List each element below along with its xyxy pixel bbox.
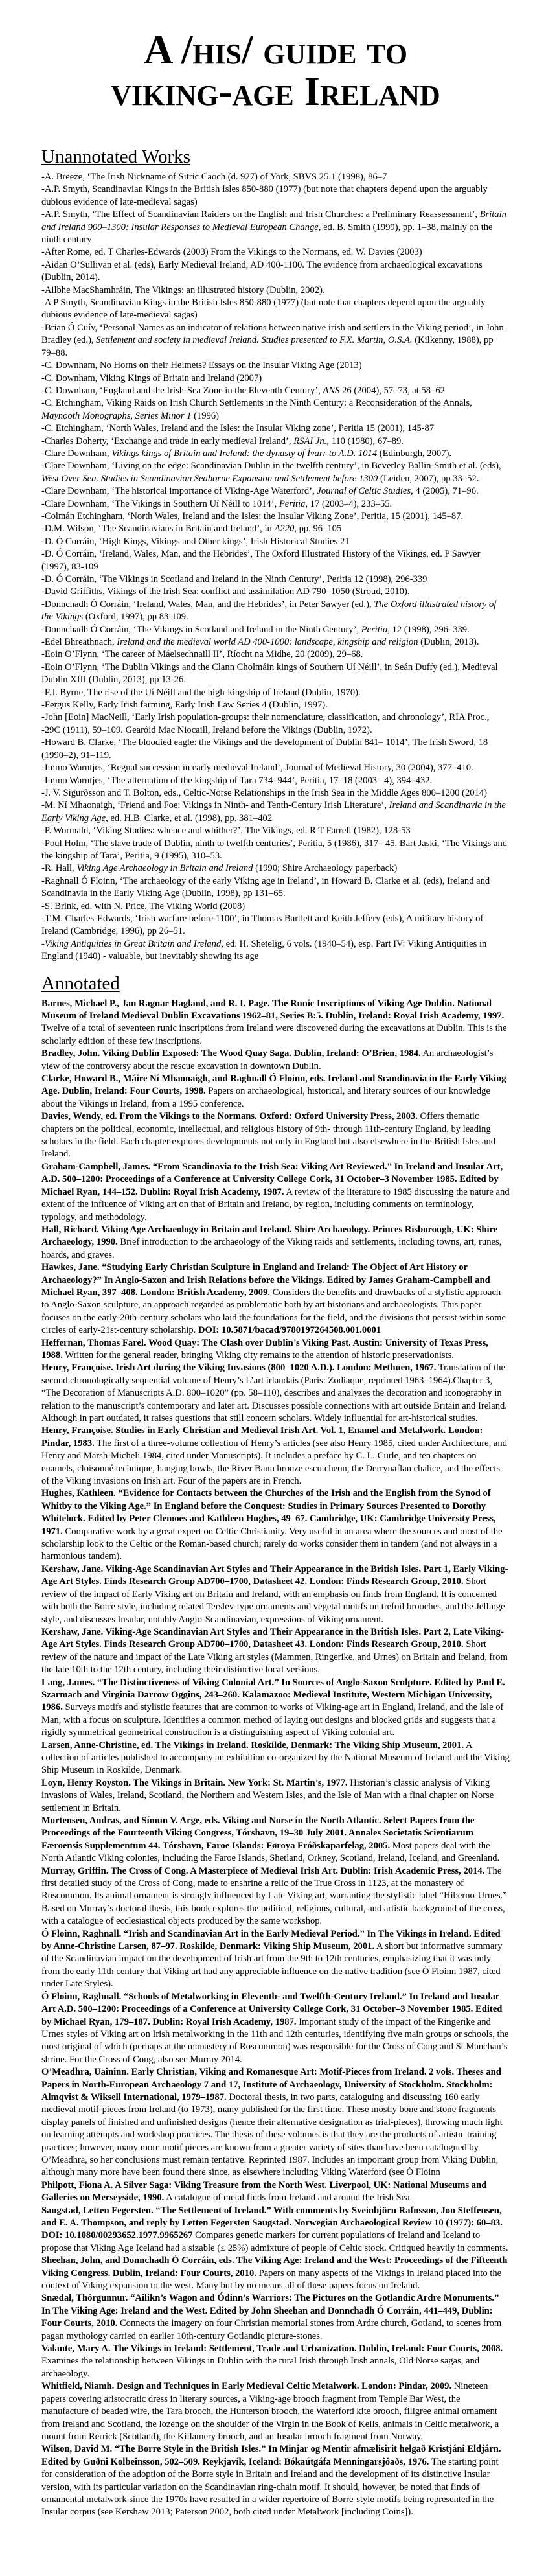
entry-text-segment: -D. Ó Corráin, ‘Ireland, Wales, Man, and the Hebrides’, The Oxford Illustrated History of the Vikings, ed. P Sawyer (1997), 83-109 — [41, 549, 481, 572]
entry-bold-segment: Ó Floinn, Raghnall. “Irish and Scandinavian Art in the Early Medieval Period.” In The Vikings in Ireland. Edited by Anne-Christine Larsen, 87–97. Roskilde, Denmark: Viking Ship Museum, 2001. — [41, 1928, 501, 1952]
entry-text-segment: -Eoin O’Flynn, ‘The career of Máelsechnaill II’, Ríocht na Midhe, 20 (2009), 29–68. — [41, 649, 363, 660]
bibliography-entry — [41, 2380, 510, 2443]
bibliography-entry — [41, 624, 510, 636]
bibliography-entry — [41, 209, 510, 246]
entry-text-segment: , 110 (1980), 67–89. — [326, 435, 404, 446]
entry-text-segment: (Edinburgh, 2007). — [377, 448, 452, 459]
entry-bold-segment: Barnes, Michael P., Jan Ragnar Hagland, and R. I. Page. The Runic Inscriptions of Viking Age Dublin. National Museum of Ireland Medieval Dublin Excavations 1962–81, Series B:5. Dublin, Ireland: Royal Irish Academy, 1997. — [41, 998, 505, 1021]
bibliography-entry — [41, 284, 510, 297]
entry-text-segment: -J. V. Sigurðsson and T. Bolton, eds., Celtic-Norse Relationships in the Irish Sea in the Middle Ages 800–1200 (2014) — [41, 787, 488, 798]
entry-text-segment: The first detailed study of the Cross of Cong, made to enshrine a relic of the True Cross in 1123, at the monastery of Roscommon. Its animal ornament is strongly influenced by Late Viking art, warranting the stylistic label “Hiberno-Urnes.” Based on Murray’s doctoral thesis, this book explores the political, religious, cultural, and artistic background of the cross, with a catalogue of ecclesiastical objects produced by the same workshop. — [41, 1865, 507, 1927]
entry-bold-segment: Heffernan, Thomas Farel. Wood Quay: The Clash over Dublin’s Viking Past. Austin: University of Texas Press, 1988. — [41, 1337, 488, 1361]
entry-text-segment: -Aidan O’Sullivan et al. (eds), Early Medieval Ireland, AD 400-1100. The evidence from archaeological excavations (Dublin, 2014). — [41, 259, 483, 283]
bibliography-entry — [41, 1677, 510, 1740]
page-title — [41, 29, 510, 112]
bibliography-entry — [41, 2066, 510, 2179]
entry-text-segment: , ed. H.B. Clarke, et al. (1998), pp. 381–402 — [106, 812, 273, 823]
entry-italic-segment: Journal of Celtic Studies — [317, 486, 411, 497]
entry-text-segment: Considers the benefits and drawbacks of a stylistic approach to Anglo-Saxon sculpture, an approach regarded as problematic both by art historians and archaeologists. This paper focuses on the early-20th-century scholars who laid the foundations for the field, and the divisions that persist within some circles of early-21st-century scholarship. — [41, 1287, 506, 1336]
bibliography-entry — [41, 1777, 510, 1815]
entry-text-segment: Most papers deal with the North Atlantic Viking colonies, including the Faroe Islands, Shetland, Orkney, Scotland, Ireland, Iceland, and Greenland. — [41, 1840, 500, 1864]
bibliography-entry — [41, 259, 510, 284]
bibliography-entry — [41, 599, 510, 624]
entry-text-segment: Short review of the nature and impact of the Late Viking art styles (Mammen, Ringerike, and Urnes) on Britain and Ireland, from the late 10th to the 12th century, including their distinctive local versions. — [41, 1639, 508, 1675]
entry-bold-segment: Kershaw, Jane. Viking-Age Scandinavian Art Styles and Their Appearance in the British Isles. Part 2, Late Viking-Age Art Styles. Finds Research Group AD700–1700, Datasheet 43. London: Finds Research Group, 2010. — [41, 1626, 504, 1650]
entry-text-segment: -C. Downham, ‘England and the Irish-Sea Zone in the Eleventh Century’, — [41, 385, 323, 396]
entry-text-segment: -Poul Holm, ‘The slave trade of Dublin, ninth to twelfth centuries’, Peritia, 5 (1986), 317– 45. Bart Jaski, ‘The Vikings and the kingship of Tara’, Peritia, 9 (1995), 310–53. — [41, 838, 508, 861]
bibliography-entry — [41, 825, 510, 837]
entry-italic-segment: Viking Antiquities in Great Britain and Ireland — [44, 938, 222, 949]
entry-text-segment: (Oxford, 1997), pp 83-109. — [83, 612, 188, 623]
entry-text-segment: -Colmán Etchingham, ‘North Wales, Ireland and the Isles: the Insular Viking Zone’, Peritia, 15 (2001), 145–87. — [41, 511, 464, 522]
bibliography-entry — [41, 485, 510, 498]
entry-text-segment: , ed. H. Shetelig, 6 vols. (1940–54), esp. Part IV: Viking Antiquities in England (1940) - valuable, but inevitably showing its age — [41, 938, 487, 962]
entry-text-segment: Connects the imagery on four Christian memorial stones from Ardre church, Gotland, to scenes from pagan mythology carried on earlier 10th-century Gotlandic picture-stones. — [41, 2318, 502, 2341]
entry-italic-segment: Settlement and society in medieval Ireland. Studies presented to F.X. Martin, O.S.A. — [96, 335, 413, 346]
entry-bold-segment: Kershaw, Jane. Viking-Age Scandinavian Art Styles and Their Appearance in the British Isles. Part 1, Early Viking-Age Art Styles. Finds Research Group AD700–1700, Datasheet 42. London: Finds Research Group, 2010. — [41, 1563, 508, 1587]
page-title-line-1: A /his/ guide to — [143, 27, 408, 73]
page-title-line-2: viking-age Ireland — [111, 69, 440, 114]
entry-text-segment: 26 (2004), 57–73, at 58–62 — [339, 385, 445, 396]
bibliography-entry — [41, 1224, 510, 1261]
annotated-entries — [41, 998, 510, 2519]
entry-text-segment: -Clare Downham, — [41, 448, 112, 459]
bibliography-entry — [41, 699, 510, 711]
entry-text-segment: An archaeologist’s view of the controversy about the rescue excavation in downtown Dublin. — [41, 1048, 494, 1072]
entry-text-segment: -F.J. Byrne, The rise of the Uí Néill and the high-kingship of Ireland (Dublin, 1970). — [41, 687, 361, 698]
entry-text-segment: -A. Breeze, ‘The Irish Nickname of Sitric Caoch (d. 927) of York, SBVS 25.1 (1998), 86–7 — [41, 172, 387, 182]
bibliography-entry — [41, 762, 510, 774]
bibliography-entry — [41, 636, 510, 649]
entry-bold-segment: Saugstad, Letten Fegersten. “The Settlement of Iceland.” With comments by Sveinbjörn Rafnsson, Jon Steffensen, and E. A. Thompson, and reply by Letten Fegersten Saugstad. Norwegian Archaeological Review 10 (1977): 60–83. DOI: 10.1080/00293652.1977.9965267 — [41, 2205, 503, 2241]
bibliography-entry — [41, 2292, 510, 2343]
entry-text-segment: (Kilkenny, 1988), pp 79–88. — [41, 335, 494, 358]
bibliography-entry — [41, 1563, 510, 1626]
bibliography-entry — [41, 246, 510, 259]
bibliography-entry — [41, 2205, 510, 2255]
entry-text-segment: - — [41, 938, 45, 949]
bibliography-entry — [41, 1161, 510, 1224]
entry-bold-segment: Henry, Françoise. Studies in Early Christian and Medieval Irish Art. Vol. 1, Enamel and Metalwork. London: Pindar, 1983. — [41, 1425, 483, 1449]
entry-italic-segment: The Oxford illustrated history of the Vikings — [41, 599, 497, 623]
entry-bold-segment: Whitfield, Niamh. Design and Techniques in Early Medieval Celtic Metalwork. London: Pindar, 2009. — [41, 2381, 452, 2392]
entry-bold-segment: Murray, Griffin. The Cross of Cong. A Masterpiece of Medieval Irish Art. Dublin: Irish Academic Press, 2014. — [41, 1865, 485, 1876]
bibliography-entry — [41, 1488, 510, 1563]
bibliography-entry — [41, 2343, 510, 2380]
bibliography-entry — [41, 1110, 510, 1161]
bibliography-entry — [41, 183, 510, 209]
entry-text-segment: -P. Wormald, ‘Viking Studies: whence and whither?’, The Vikings, ed. R T Farrell (1982), 128-53 — [41, 825, 411, 836]
entry-text-segment: , pp. 96–105 — [294, 523, 342, 535]
entry-text-segment: -Raghnall Ó Floinn, ‘The archaeology of the early Viking age in Ireland’, in Howard B. Clarke et al. (eds), Ireland and Scandinavia in the Early Viking Age (Dublin, 1998), pp 131–65. — [41, 875, 490, 899]
entry-text-segment: -T.M. Charles-Edwards, ‘Irish warfare before 1100’, in Thomas Bartlett and Keith Jeffery (eds), A military history of Ireland (Cambridge, 1996), pp 26–51. — [41, 913, 484, 937]
entry-bold-segment: Ó Floinn, Raghnall. “Schools of Metalworking in Eleventh- and Twelfth-Century Ireland.” In Ireland and Insular Art A.D. 500–1200: Proceedings of a Conference at University College Cork, 31 October–3 November 1985. Edited by Michael Ryan, 179–187. Dublin: Royal Irish Academy, 1987. — [41, 1991, 503, 2027]
entry-text-segment: Papers on archaeological, historical, and literary sources of our knowledge about the Vikings in Ireland, from a 1995 conference. — [41, 1086, 490, 1109]
entry-italic-segment: RSAI Jn. — [293, 435, 327, 446]
entry-text-segment: The first of a three-volume collection of Henry’s articles (see also Henry 1985, cited under Architecture, and Henry and Marsh-Micheli 1984, cited under Manuscripts). It includes a preface by C. L. Curle, and ten chapters on enamels, cloisonné technique, hanging bowls, the River Bann bronze escutcheon, the Derrynaflan chalice, and the effects of the Viking invasions on Irish art. Four of the papers are in French. — [41, 1438, 507, 1487]
bibliography-entry — [41, 838, 510, 863]
entry-text-segment: -Clare Downham, ‘Living on the edge: Scandinavian Dublin in the twelfth century’, in Beverley Ballin-Smith et al. (eds), — [41, 461, 501, 472]
entry-bold-segment: Lang, James. “The Distinctiveness of Viking Colonial Art.” In Sources of Anglo-Saxon Sculpture. Edited by Paul E. Szarmach and Virginia Darrow Oggins, 243–260. Kalamazoo: Medieval Institute, Western Michigan University, 1986. — [41, 1677, 505, 1713]
bibliography-entry — [41, 360, 510, 372]
entry-bold-segment: Hall, Richard. Viking Age Archaeology in Britain and Ireland. Shire Archaeology. Princes Risborough, UK: Shire Archaeology, 1990. — [41, 1224, 498, 1248]
bibliography-entry — [41, 1073, 510, 1110]
entry-text-segment: -Ailbhe MacShamhráin, The Vikings: an illustrated history (Dublin, 2002). — [41, 284, 325, 295]
entry-text-segment: , 4 (2005), 71–96. — [411, 486, 479, 497]
entry-bold-segment: Snædal, Thórgunnur. “Ailikn’s Wagon and Ódinn’s Warriors: The Pictures on the Gotlandic Ardre Monuments.” In The Viking Age: Ireland and the West. Edited by John Sheehan and Donnchadh Ó Corráin, 441–449, Dublin: Four Courts, 2010. — [41, 2293, 499, 2329]
bibliography-entry — [41, 511, 510, 523]
section-heading-unannotated: Unannotated Works — [41, 146, 190, 167]
entry-text-segment: -S. Brink, ed. with N. Price, The Viking World (2008) — [41, 901, 245, 912]
entry-bold-segment: Mortensen, Andras, and Símun V. Arge, eds. Viking and Norse in the North Atlantic. Select Papers from the Proceedings of the Fourteenth Viking Congress, Tórshavn, 19–30 July 2001. Annales Societatis Scientiarum Færoensis Supplementum 44. Tórshavn, Faroe Islands: Føroya Fróðskaparfelag, 2005. — [41, 1815, 475, 1851]
bibliography-entry — [41, 1626, 510, 1677]
entry-text-segment: -A P Smyth, Scandinavian Kings in the British Isles 850-880 (1977) (but note that chapters depend upon the arguably dubious evidence of late-medieval sagas) — [41, 297, 486, 321]
bibliography-entry — [41, 1337, 510, 1363]
entry-text-segment: -Clare Downham, ‘The historical importance of Viking-Age Waterford’, — [41, 486, 317, 497]
entry-text-segment: -Edel Bhreathnach, — [41, 637, 117, 648]
entry-text-segment: Examines the relationship between Vikings in Dublin with the rural Irish through Irish annals, Old Norse sagas, and archaeology. — [41, 2356, 480, 2379]
entry-text-segment: , 17 (2003–4), 233–55. — [305, 498, 392, 509]
bibliography-entry — [41, 938, 510, 963]
bibliography-entry — [41, 1865, 510, 1928]
entry-italic-segment: Ireland and the medieval world AD 400-1000: landscape, kingship and religion — [117, 637, 418, 648]
entry-text-segment: -D. Ó Corráin, ‘High Kings, Vikings and Other kings’, Irish Historical Studies 21 — [41, 536, 350, 547]
entry-bold-segment: Valante, Mary A. The Vikings in Ireland: Settlement, Trade and Urbanization. Dublin, Ireland: Four Courts, 2008. — [41, 2343, 503, 2354]
entry-text-segment: Surveys motifs and stylistic features that are common to works of Viking-age art in England, Ireland, and the Isle of Man, with a focus on sculpture. Identifies a common method of laying out designs and blocked grids and suggests that a rigidly symmetrical geometrical construction is a distinguishing aspect of Viking colonial art. — [41, 1702, 504, 1738]
entry-italic-segment: West Over Sea. Studies in Scandinavian Seaborne Expansion and Settlement before 1300 — [41, 473, 378, 484]
bibliography-entry — [41, 998, 510, 1048]
bibliography-entry — [41, 2179, 510, 2205]
entry-text-segment: Papers on many aspects of the Vikings in Ireland placed into the context of Viking expansion to the west. Many but by no means all of these papers focus on Ireland. — [41, 2268, 502, 2292]
bibliography-entry — [41, 1815, 510, 1865]
bibliography-entry — [41, 1928, 510, 1991]
entry-text-segment: Short review of the impact of Early Viking art on Britain and Ireland, with an emphasis on finds from England. It is concerned with both the Borre style, including related Terslev-type ornaments and vegetal motifs on trefoil brooches, and the Jellinge style, and discusses Insular, notably Anglo-Scandinavian, expressions of Viking ornament. — [41, 1576, 505, 1625]
bibliography-entry — [41, 901, 510, 913]
entry-text-segment: -Howard B. Clarke, ‘The bloodied eagle: the Vikings and the development of Dublin 841– 1014’, The Irish Sword, 18 (1990–2), 91–119. — [41, 737, 488, 761]
bibliography-entry — [41, 2255, 510, 2292]
entry-italic-segment: ANS — [323, 385, 340, 396]
entry-text-segment: Important study of the impact of the Ringerike and Urnes styles of Viking art on Irish metalworking in the 11th and 12th centuries, identifying five main groups or schools, the most original of which (perhaps at the monastery of Roscommon) was responsible for the Cross of Cong and St Manchan’s shrine. For the Cross of Cong, also see Murray 2014. — [41, 2016, 509, 2065]
entry-text-segment: -M. Ní Mhaonaigh, ‘Friend and Foe: Vikings in Ninth- and Tenth-Century Irish Literature’, — [41, 800, 389, 811]
bibliography-entry — [41, 373, 510, 385]
entry-text-segment: Twelve of a total of seventeen runic inscriptions from Ireland were discovered during the excavations at Dublin. This is the scholarly edition of these few inscriptions. — [41, 1023, 507, 1046]
entry-italic-segment: Viking Age Archaeology in Britain and Ireland — [76, 863, 253, 874]
entry-bold-segment: Hawkes, Jane. “Studying Early Christian Sculpture in England and Ireland: The Object of Art History or Archaeology?” In Anglo-Saxon and Irish Relations before the Vikings. Edited by James Graham-Campbell and Michael Ryan, 397–408. London: British Academy, 2009. — [41, 1262, 490, 1298]
bibliography-entry — [41, 1425, 510, 1488]
entry-bold-segment: Larsen, Anne-Christine, ed. The Vikings in Ireland. Roskilde, Denmark: The Viking Ship Museum, 2001. — [41, 1740, 464, 1751]
bibliography-entry — [41, 1048, 510, 1073]
bibliography-entry — [41, 435, 510, 448]
entry-text-segment: -R. Hall, — [41, 863, 77, 874]
bibliography-entry — [41, 1362, 510, 1425]
entry-text-segment: -C. Etchingham, Viking Raids on Irish Church Settlements in the Ninth Century: a Reconsideration of the Annals, — [41, 398, 472, 409]
entry-text-segment: (1990; Shire Archaeology paperback) — [253, 863, 398, 874]
entry-bold-segment: Hughes, Kathleen. “Evidence for Contacts between the Churches of the Irish and the English from the Synod of Whitby to the Viking Age.” In England before the Conquest: Studies in Primary Sources Presented to Dorothy Whitelock. Edited by Peter Clemoes and Kathleen Hughes, 49–67. Cambridge, UK: Cambridge University Press, 1971. — [41, 1488, 496, 1537]
bibliography-entry — [41, 649, 510, 661]
bibliography-entry — [41, 573, 510, 586]
bibliography-entry — [41, 862, 510, 875]
bibliography-entry — [41, 2443, 510, 2518]
entry-text-segment: -D. Ó Corráin, ‘The Vikings in Scotland and Ireland in the Ninth Century’, Peritia 12 (1998), 296-339 — [41, 574, 427, 584]
bibliography-entry — [41, 661, 510, 687]
entry-italic-segment: Britain and Ireland 900–1300: Insular Responses to Medieval European Change — [41, 209, 506, 233]
entry-text-segment: -David Griffiths, Vikings of the Irish Sea: conflict and assimilation AD 790–1050 (Stroud, 2010). — [41, 586, 410, 597]
entry-bold-segment: DOI: 10.5871/bacad/9780197264508.001.0001 — [198, 1325, 381, 1336]
bibliography-entry — [41, 322, 510, 360]
bibliography-entry — [41, 1261, 510, 1337]
entry-bold-segment: Philpott, Fiona A. A Silver Saga: Viking Treasure from the North West. Liverpool, UK: National Museums and Galleries on Merseyside, 1990. — [41, 2179, 487, 2203]
entry-bold-segment: Davies, Wendy, ed. From the Vikings to the Normans. Oxford: Oxford University Press, 2003. — [41, 1111, 418, 1122]
bibliography-entry — [41, 523, 510, 535]
entry-text-segment: A collection of articles published to accompany an exhibition co-organized by the National Museum of Ireland and the Viking Ship Museum in Roskilde, Denmark. — [41, 1740, 510, 1776]
bibliography-entry — [41, 687, 510, 699]
entry-text-segment: -Charles Doherty, ‘Exchange and trade in early medieval Ireland’, — [41, 435, 294, 446]
entry-italic-segment: Peritia — [361, 624, 388, 635]
entry-text-segment: -John [Eoin] MacNeill, ‘Early Irish population-groups: their nomenclature, classification, and chronology’, RIA Proc., -29C (1911), 59–109. Gearóid Mac Niocaill, Ireland before the Vikings (Dublin, 1972). — [41, 712, 490, 735]
bibliography-entry — [41, 171, 510, 183]
entry-bold-segment: Sheehan, John, and Donnchadh Ó Corráin, eds. The Viking Age: Ireland and the West: Proceedings of the Fifteenth Viking Congress. Dublin, Ireland: Four Courts, 2010. — [41, 2255, 508, 2279]
entry-text-segment: -Donnchadh Ó Corráin, ‘The Vikings in Scotland and Ireland in the Ninth Century’, — [41, 624, 361, 635]
entry-bold-segment: Loyn, Henry Royston. The Vikings in Britain. New York: St. Martin’s, 1977. — [41, 1777, 348, 1788]
entry-text-segment: -Fergus Kelly, Early Irish farming, Early Irish Law Series 4 (Dublin, 1997). — [41, 700, 328, 711]
entry-italic-segment: Maynooth Monographs, Series Minor 1 — [41, 410, 192, 421]
entry-text-segment: (Leiden, 2007), pp 33–52. — [378, 473, 479, 484]
bibliography-entry — [41, 799, 510, 825]
entry-italic-segment: Peritia — [279, 498, 306, 509]
entry-italic-segment: Ireland and Scandinavia in the Early Viking Age — [41, 800, 506, 823]
unannotated-entries — [41, 171, 510, 963]
entry-text-segment: A catalogue of metal finds from Ireland and around the Irish Sea. — [164, 2192, 413, 2203]
bibliography-entry — [41, 385, 510, 397]
bibliography-entry — [41, 422, 510, 435]
entry-bold-segment: Graham-Campbell, James. “From Scandinavia to the Irish Sea: Viking Art Reviewed.” In Ireland and Insular Art, A.D. 500–1200: Proceedings of a Conference at University College Cork, 31 October–3 November 1985. Edited by Michael Ryan, 144–152. Dublin: Royal Irish Academy, 1987. — [41, 1161, 503, 1197]
entry-italic-segment: A220 — [274, 523, 295, 535]
entry-bold-segment: O’Meadhra, Uaininn. Early Christian, Viking and Romanesque Art: Motif-Pieces from Ireland. 2 vols. Theses and Papers in North-European Archaeology 7 and 17, Institute of Archaeology, University of Stockholm. Stockholm: Almqvist & Wiksell International, 1979–1987. — [41, 2067, 501, 2102]
entry-italic-segment: Vikings kings of Britain and Ireland: the dynasty of Ívarr to A.D. 1014 — [111, 448, 378, 459]
entry-text-segment: -Clare Downham, ‘The Vikings in Southern Uí Néill to 1014’, — [41, 498, 279, 509]
entry-text-segment: Compares genetic markers for current populations of Ireland and Iceland to propose that Viking Age Iceland had a sizable (≤ 25%) admixture of people of Celtic stock. Critiqued heavily in comments. — [41, 2230, 508, 2253]
bibliography-entry — [41, 1991, 510, 2066]
entry-text-segment: , ed. B. Smith (1999), pp. 1–38, mainly on the ninth century — [41, 222, 493, 246]
entry-text-segment: -D.M. Wilson, ‘The Scandinavians in Britain and Ireland’, in — [41, 523, 275, 535]
entry-bold-segment: Wilson, David M. “The Borre Style in the British Isles.” In Minjar og Mentir afmælisirit helgað Kristjáni Eldjárn. Edited by Guðni Kolbeinsson, 502–509. Reykjavík, Iceland: Bókaútgáfa Menningarsjóaðs, 1976. — [41, 2444, 501, 2467]
entry-text-segment: A short but informative summary of the Scandinavian impact on the development of Irish art from the 9th to 12th centuries, emphasizing that it was only from the early 11th century that Viking art had any appreciable influence on the native tradition (see Ó Floinn 1987, cited under Late Styles). — [41, 1941, 503, 1990]
bibliography-entry — [41, 460, 510, 485]
bibliography-entry — [41, 775, 510, 787]
entry-text-segment: Nineteen papers covering aristocratic dress in literary sources, a Viking-age brooch fragment from Temple Bar West, the manufacture of beaded wire, the Tara brooch, the Hunterson brooch, the Waterford kite brooch, filigree animal ornament from Ireland and Scotland, the lozenge on the shoulder of the Virgin in the Book of Kells, animals in Celtic metalwork, a mount from Rerrick (Scotland), the Killamery brooch, and an Insular brooch fragment from Norway. — [41, 2381, 499, 2442]
bibliography-entry — [41, 297, 510, 322]
entry-text-segment: -C. Etchingham, ‘North Wales, Ireland and the Isles: the Insular Viking zone’, Peritia 15 (2001), 145-87 — [41, 423, 435, 434]
entry-text-segment: -C. Downham, No Horns on their Helmets? Essays on the Insular Viking Age (2013) — [41, 360, 362, 371]
entry-bold-segment: Bradley, John. Viking Dublin Exposed: The Wood Quay Saga. Dublin, Ireland: O’Brien, 1984. — [41, 1048, 421, 1059]
entry-text-segment: -Immo Warntjes, ‘Regnal succession in early medieval Ireland’, Journal of Medieval History, 30 (2004), 377–410. — [41, 763, 473, 774]
entry-text-segment: , 12 (1998), 296–339. — [387, 624, 470, 635]
entry-text-segment: A review of the literature to 1985 discussing the nature and extent of the influence of Viking art on that of Britain and Ireland, by region, including comments on terminology, typology, and methodology. — [41, 1186, 510, 1223]
bibliography-entry — [41, 737, 510, 762]
bibliography-entry — [41, 498, 510, 511]
entry-bold-segment: Henry, Françoise. Irish Art during the Viking Invasions (800–1020 A.D.). London: Methuen, 1967. — [41, 1363, 437, 1374]
bibliography-entry — [41, 448, 510, 460]
bibliography-entry — [41, 536, 510, 548]
entry-text-segment: (Dublin, 2013). — [418, 637, 479, 648]
entry-text-segment: -Eoin O’Flynn, ‘The Dublin Vikings and the Clann Cholmáin kings of Southern Uí Néill’, in Seán Duffy (ed.), Medieval Dublin XIII (Dublin, 2013), pp 13-26. — [41, 661, 498, 685]
entry-text-segment: Translation of the second chronologically sequential volume of Henry’s L’art irlandais (Paris: Zodiaque, reprinted 1963–1964).Chapter 3, “The Decoration of Manuscripts A.D. 800–1020” (pp. 58–110), describes and analyzes the decoration and iconography in relation to the manuscript’s contemporary and later art. Discusses possible connections with art outside Britain and Ireland. Although in part outdated, it raises questions that still concern scholars. Widely influential for art-historical studies. — [41, 1363, 507, 1423]
sections-container — [41, 146, 510, 2519]
bibliography-entry — [41, 787, 510, 799]
section-heading-annotated: Annotated — [41, 972, 120, 994]
entry-text-segment: Brief introduction to the archaeology of the Viking raids and settlements, including towns, art, runes, hoards, and graves. — [41, 1237, 502, 1260]
bibliography-entry — [41, 875, 510, 901]
bibliography-entry — [41, 548, 510, 573]
bibliography-entry — [41, 711, 510, 737]
entry-text-segment: -Brian Ó Cuív, ‘Personal Names as an indicator of relations between native irish and settlers in the Viking period’, in John Bradley (ed.), — [41, 322, 504, 346]
entry-bold-segment: Clarke, Howard B., Máire Ní Mhaonaigh, and Raghnall Ó Floinn, eds. Ireland and Scandinavia in the Early Viking Age. Dublin, Ireland: Four Courts, 1998. — [41, 1074, 506, 1097]
entry-text-segment: -A.P. Smyth, Scandinavian Kings in the British Isles 850-880 (1977) (but note that chapters depend upon the arguably dubious evidence of late-medieval sagas) — [41, 184, 488, 207]
entry-text-segment: (1996) — [191, 410, 220, 421]
entry-text-segment: -Donnchadh Ó Corráin, ‘Ireland, Wales, Man, and the Hebrides’, in Peter Sawyer (ed.), — [41, 599, 374, 610]
bibliography-entry — [41, 586, 510, 598]
entry-text-segment: Historian’s classic analysis of Viking invasions of Wales, Ireland, Scotland, the Northern and Western Isles, and the Isle of Man with a final chapter on Norse settlement in Britain. — [41, 1777, 494, 1813]
entry-text-segment: -After Rome, ed. T Charles-Edwards (2003) From the Vikings to the Normans, ed. W. Davies (2003) — [41, 247, 422, 258]
entry-text-segment: Comparative work by a great expert on Celtic Christianity. Very useful in an area where the sources and most of the scholarship look to the Celtic or the Roman-based church; rarely do works consider them in tandem (and not always in a harmonious tandem). — [41, 1526, 503, 1562]
entry-text-segment: Doctoral thesis, in two parts, cataloguing and discussing 160 early medieval motif-pieces from Ireland (to 1973), many published for the first time. These mostly bone and stone fragments display panels of finished and unfinished designs (hence their alternative designation as trial-pieces), throwing much light on learning attempts and workshop practices. The thesis of these volumes is that they are the products of artistic training practices; however, many more motif pieces are known from a greater variety of sites than have been catalogued by O’Meadhra, so her conclusions must remain tentative. Reprinted 1987. Includes an important group from Viking Dublin, although many more have been found there since, as elsewhere including Viking Waterford (see Ó Floinn — [41, 2091, 503, 2178]
entry-text-segment: The starting point for consideration of the adoption of the Borre style in Britain and Ireland and the development of its distinctive Insular version, with its particular variation on the Scandinavian ring-chain motif. It should, however, be noted that finds of ornamental metalwork since the 1970s have resulted in a wider repertoire of Borre-style motifs being represented in the Insular corpus (see Kershaw 2013; Paterson 2002, both cited under Metalwork [including Coins]). — [41, 2456, 499, 2518]
bibliography-entry — [41, 1740, 510, 1777]
entry-text-segment: -A.P. Smyth, ‘The Effect of Scandinavian Raiders on the English and Irish Churches: a Preliminary Reassessment’, — [41, 209, 480, 220]
entry-text-segment: -C. Downham, Viking Kings of Britain and Ireland (2007) — [41, 373, 262, 384]
bibliography-entry — [41, 913, 510, 938]
entry-text-segment: Offers thematic chapters on the political, economic, intellectual, and religious history of 9th- through 11th-century England, by leading scholars in the field. Each chapter explores developments not only in England but also elsewhere in the British Isles and Ireland. — [41, 1111, 496, 1160]
bibliography-entry — [41, 397, 510, 422]
entry-text-segment: Written for the general reader, bringing Viking city remains to the attention of historic preservationists. — [62, 1350, 454, 1361]
entry-text-segment: -Immo Warntjes, ‘The alternation of the kingship of Tara 734–944’, Peritia, 17–18 (2003– 4), 394–432. — [41, 775, 433, 786]
